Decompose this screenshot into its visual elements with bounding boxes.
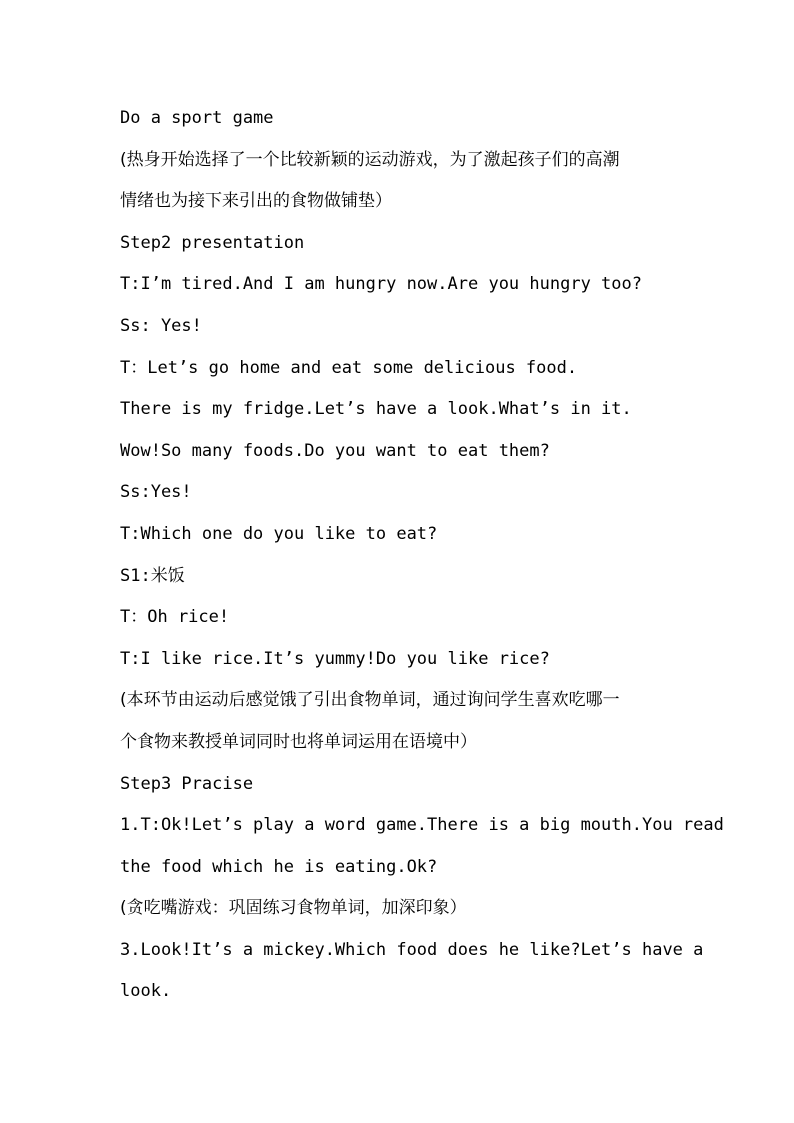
text-line: S1:米饭 (120, 565, 185, 586)
text-line: T:Which one do you like to eat? (120, 523, 438, 544)
text-line: T:I like rice.It’s yummy!Do you like rice? (120, 648, 550, 669)
text-line: 情绪也为接下来引出的食物做铺垫） (120, 191, 392, 212)
document-body (120, 98, 724, 1013)
text-line: (贪吃嘴游戏：巩固练习食物单词，加深印象） (120, 898, 467, 919)
text-line: Ss: Yes! (120, 315, 202, 336)
text-line: Do a sport game (120, 108, 274, 128)
text-line: (本环节由运动后感觉饿了引出食物单词，通过询问学生喜欢吃哪一 (120, 690, 620, 711)
text-line: 1.T:Ok!Let’s play a word game.There is a big mouth.You read (120, 815, 724, 836)
text-line: 个食物来教授单词同时也将单词运用在语境中） (120, 731, 477, 752)
text-line: (热身开始选择了一个比较新颖的运动游戏，为了激起孩子们的高潮 (120, 149, 620, 170)
section-heading: Step3 Pracise (120, 773, 254, 794)
section-heading: Step2 presentation (120, 232, 305, 253)
text-line: T:I’m tired.And I am hungry now.Are you hungry too? (120, 274, 642, 295)
text-line: T：Oh rice! (120, 607, 230, 628)
text-line: Ss:Yes! (120, 482, 192, 503)
text-line: 3.Look!It’s a mickey.Which food does he like?Let’s have a (120, 939, 704, 960)
text-line: Wow!So many foods.Do you want to eat them? (120, 440, 550, 461)
text-line: T：Let’s go home and eat some delicious food. (120, 357, 578, 378)
text-line: look. (120, 981, 172, 1002)
text-line: the food which he is eating.Ok? (120, 856, 438, 877)
text-line: There is my fridge.Let’s have a look.What’s in it. (120, 399, 632, 420)
